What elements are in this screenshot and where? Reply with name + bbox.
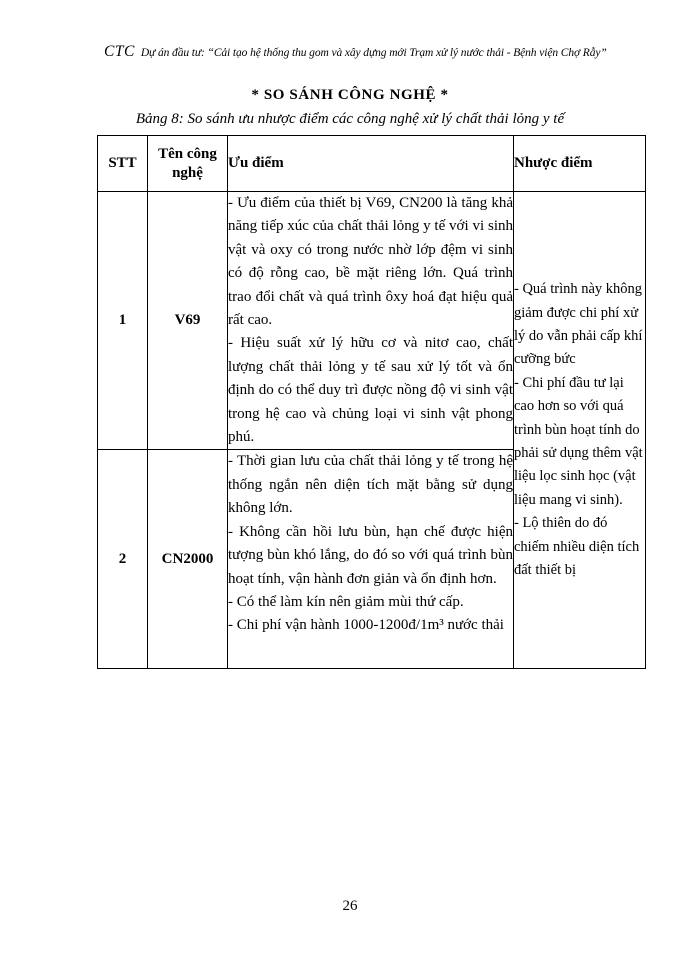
advantage-item: - Chi phí vận hành 1000-1200đ/1m³ nước thải <box>228 617 504 634</box>
header-advantages: Ưu điểm <box>228 136 514 192</box>
page-number: 26 <box>342 898 358 914</box>
section-title: * SO SÁNH CÔNG NGHỆ * <box>251 87 449 103</box>
table-caption: Bảng 8: So sánh ưu nhược điểm các công nghệ xử lý chất thải lỏng y tế <box>135 111 565 127</box>
advantage-item: - Có thể làm kín nên giảm mùi thứ cấp. <box>228 593 464 610</box>
table-row <box>98 192 646 450</box>
disadvantages-cell <box>514 192 646 669</box>
row-stt: 2 <box>98 450 148 669</box>
header-stt: STT <box>98 136 148 192</box>
disadvantage-item: - Chi phí đầu tư lại cao hơn so với quá trình bùn hoạt tính do phải sử dụng thêm vật liệu lọc sinh học (vật liệu mang vi sinh). <box>514 374 643 508</box>
disadvantage-item: - Lộ thiên do đó chiếm nhiều diện tích đất thiết bị <box>514 515 640 578</box>
row-advantages <box>228 192 514 450</box>
table-header-row <box>98 136 646 192</box>
running-header <box>104 44 624 61</box>
row-stt: 1 <box>98 192 148 450</box>
header-disadvantages: Nhược điểm <box>514 136 646 192</box>
header-name: Tên công nghệ <box>148 136 228 192</box>
advantage-item: - Hiệu suất xử lý hữu cơ và nitơ cao, chất lượng chất thải lỏng y tế sau xử lý tốt và ổn định do có thể duy trì được nồng độ vi sinh vật trong hệ cao và chủng loại vi sinh vật phong phú. <box>228 335 513 446</box>
advantage-item: - Ưu điểm của thiết bị V69, CN200 là tăng khả năng tiếp xúc của chất thải lỏng y tế với vi sinh vật và oxy có trong nước nhờ lớp đệm vi sinh có độ rỗng cao, bề mặt riêng lớn. Quá trình trao đổi chất và quá trình ôxy hoá đạt hiệu quả rất cao. <box>228 195 513 329</box>
disadvantage-item: - Quá trình này không giảm được chi phí xử lý do vẫn phải cấp khí cưỡng bức <box>514 281 643 368</box>
advantage-item: - Thời gian lưu của chất thải lỏng y tế trong hệ thống ngắn nên diện tích mặt bằng sử dụng không lớn. <box>228 453 513 517</box>
row-advantages <box>228 450 514 669</box>
comparison-table <box>97 135 646 669</box>
advantage-item: - Không cần hồi lưu bùn, hạn chế được hiện tượng bùn khó lắng, do đó so với quá trình bùn hoạt tính, vận hành đơn giản và ổn định hơn. <box>228 523 513 587</box>
row-tech-name: V69 <box>148 192 228 450</box>
header-org: CTC <box>104 43 135 60</box>
header-project: Dự án đầu tư: “Cải tạo hệ thống thu gom và xây dựng mới Trạm xử lý nước thải - Bệnh viện Chợ Rẫy” <box>140 47 607 59</box>
row-tech-name: CN2000 <box>148 450 228 669</box>
